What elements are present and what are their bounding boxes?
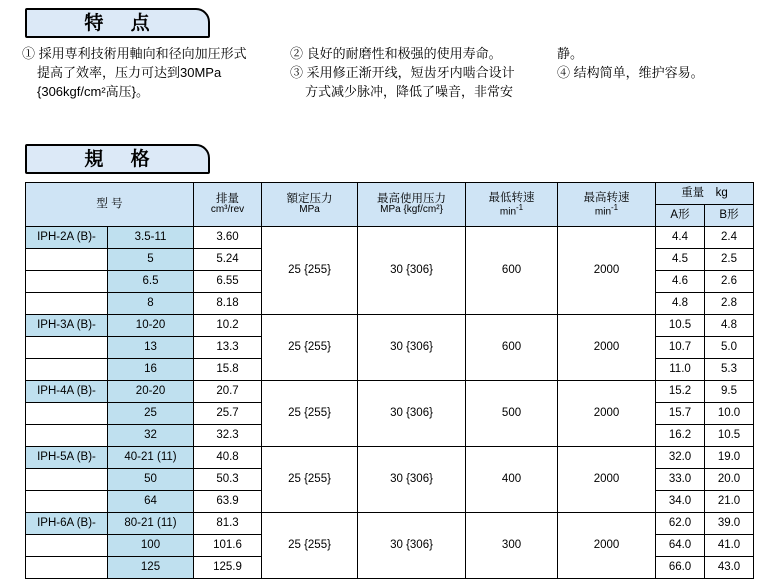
- header-max-speed: [558, 183, 656, 227]
- features-section-banner: [25, 8, 210, 38]
- cell-displacement: 40.8: [194, 447, 262, 469]
- features-banner-label: 特 点: [84, 12, 161, 34]
- cell-weight-a: 32.0: [656, 447, 705, 469]
- cell-min-speed: 600: [466, 315, 558, 381]
- cell-series-spacer: [26, 249, 108, 271]
- cell-max-pressure: 30 {306}: [358, 315, 466, 381]
- header-min-speed-unit: $\min^{-1}$: [499, 202, 524, 217]
- cell-model-code: 125: [108, 557, 194, 579]
- cell-displacement: 20.7: [194, 381, 262, 403]
- cell-series-spacer: [26, 425, 108, 447]
- cell-weight-b: 5.3: [705, 359, 754, 381]
- cell-rated-pressure: 25 {255}: [262, 227, 358, 315]
- cell-weight-a: 16.2: [656, 425, 705, 447]
- cell-weight-a: 15.7: [656, 403, 705, 425]
- cell-max-pressure: 30 {306}: [358, 381, 466, 447]
- cell-weight-b: 2.4: [705, 227, 754, 249]
- cell-displacement: 13.3: [194, 337, 262, 359]
- cell-displacement: 125.9: [194, 557, 262, 579]
- feature-line: ④ 结构简单，维护容易。: [557, 65, 704, 80]
- cell-displacement: 15.8: [194, 359, 262, 381]
- table-header-row-1: [26, 183, 754, 205]
- cell-weight-b: 21.0: [705, 491, 754, 513]
- cell-series-spacer: [26, 469, 108, 491]
- cell-weight-b: 10.0: [705, 403, 754, 425]
- cell-rated-pressure: 25 {255}: [262, 447, 358, 513]
- cell-model-code: 25: [108, 403, 194, 425]
- cell-weight-a: 10.5: [656, 315, 705, 337]
- cell-displacement: 6.55: [194, 271, 262, 293]
- cell-series-name: IPH-4A (B)-: [26, 381, 108, 403]
- cell-weight-a: 64.0: [656, 535, 705, 557]
- cell-displacement: 81.3: [194, 513, 262, 535]
- cell-weight-b: 20.0: [705, 469, 754, 491]
- table-row: [26, 513, 754, 535]
- cell-series-spacer: [26, 535, 108, 557]
- table-header: [26, 183, 754, 227]
- cell-max-speed: 2000: [558, 513, 656, 579]
- cell-series-spacer: [26, 271, 108, 293]
- header-max-speed-unit: $\min^{-1}$: [594, 202, 619, 217]
- cell-min-speed: 500: [466, 381, 558, 447]
- cell-series-spacer: [26, 293, 108, 315]
- specs-banner-label: 規 格: [84, 148, 161, 170]
- feature-line: 方式减少脉冲，降低了噪音，非常安: [305, 84, 514, 99]
- cell-max-pressure: 30 {306}: [358, 447, 466, 513]
- feature-line: 提高了效率，压力可达到30MPa: [37, 65, 222, 80]
- specification-table-wrapper: [25, 182, 753, 579]
- cell-model-code: 64: [108, 491, 194, 513]
- feature-line: ② 良好的耐磨性和极强的使用寿命。: [290, 46, 502, 61]
- specification-table: [25, 182, 754, 579]
- cell-weight-a: 15.2: [656, 381, 705, 403]
- cell-displacement: 32.3: [194, 425, 262, 447]
- header-max-speed-label: 最高转速: [583, 191, 630, 204]
- cell-model-code: 50: [108, 469, 194, 491]
- cell-weight-a: 4.5: [656, 249, 705, 271]
- cell-weight-b: 39.0: [705, 513, 754, 535]
- cell-series-spacer: [26, 403, 108, 425]
- header-displacement-unit: cm³/rev: [210, 204, 245, 216]
- cell-weight-b: 2.8: [705, 293, 754, 315]
- cell-max-pressure: 30 {306}: [358, 227, 466, 315]
- cell-series-name: IPH-2A (B)-: [26, 227, 108, 249]
- header-model: 型 号: [26, 183, 194, 227]
- specs-section-banner: [25, 144, 210, 174]
- cell-weight-b: 4.8: [705, 315, 754, 337]
- cell-displacement: 5.24: [194, 249, 262, 271]
- cell-rated-pressure: 25 {255}: [262, 315, 358, 381]
- cell-weight-b: 9.5: [705, 381, 754, 403]
- cell-weight-b: 10.5: [705, 425, 754, 447]
- table-body: [26, 227, 754, 579]
- cell-rated-pressure: 25 {255}: [262, 381, 358, 447]
- header-rated-pressure: [262, 183, 358, 227]
- feature-line: ③ 采用修正渐开线，短齿牙内啮合设计: [290, 65, 515, 80]
- cell-model-code: 6.5: [108, 271, 194, 293]
- cell-model-code: 8: [108, 293, 194, 315]
- header-min-speed-label: 最低转速: [488, 191, 535, 204]
- cell-model-code: 100: [108, 535, 194, 557]
- cell-max-speed: 2000: [558, 381, 656, 447]
- cell-max-speed: 2000: [558, 227, 656, 315]
- cell-series-spacer: [26, 491, 108, 513]
- table-row: [26, 315, 754, 337]
- cell-weight-a: 11.0: [656, 359, 705, 381]
- header-min-speed: [466, 183, 558, 227]
- cell-min-speed: 600: [466, 227, 558, 315]
- cell-weight-b: 41.0: [705, 535, 754, 557]
- cell-displacement: 101.6: [194, 535, 262, 557]
- header-max-speed-exponent: -1: [611, 202, 619, 212]
- cell-weight-a: 62.0: [656, 513, 705, 535]
- cell-displacement: 3.60: [194, 227, 262, 249]
- cell-weight-b: 5.0: [705, 337, 754, 359]
- cell-series-spacer: [26, 337, 108, 359]
- cell-weight-a: 10.7: [656, 337, 705, 359]
- header-rated-pressure-unit: MPa: [299, 204, 320, 216]
- cell-weight-a: 4.8: [656, 293, 705, 315]
- cell-weight-a: 34.0: [656, 491, 705, 513]
- table-row: [26, 381, 754, 403]
- cell-max-speed: 2000: [558, 315, 656, 381]
- feature-line: ① 採用専利技術用軸向和径向加圧形式: [22, 46, 247, 61]
- cell-model-code: 20-20: [108, 381, 194, 403]
- feature-line: {306kgf/cm²高压}。: [37, 84, 149, 99]
- cell-model-code: 32: [108, 425, 194, 447]
- cell-max-speed: 2000: [558, 447, 656, 513]
- cell-weight-b: 2.6: [705, 271, 754, 293]
- cell-weight-b: 19.0: [705, 447, 754, 469]
- header-min-speed-exponent: -1: [516, 202, 524, 212]
- header-weight-b: B形: [705, 205, 754, 227]
- features-column-3: [557, 44, 762, 82]
- cell-series-name: IPH-6A (B)-: [26, 513, 108, 535]
- features-column-1: [22, 44, 277, 101]
- cell-series-spacer: [26, 557, 108, 579]
- cell-model-code: 16: [108, 359, 194, 381]
- features-text-block: [22, 44, 762, 138]
- cell-model-code: 13: [108, 337, 194, 359]
- cell-series-name: IPH-3A (B)-: [26, 315, 108, 337]
- cell-displacement: 10.2: [194, 315, 262, 337]
- cell-model-code: 80-21 (11): [108, 513, 194, 535]
- header-displacement-label: 排量: [216, 193, 240, 206]
- cell-weight-b: 43.0: [705, 557, 754, 579]
- cell-rated-pressure: 25 {255}: [262, 513, 358, 579]
- table-row: [26, 447, 754, 469]
- cell-model-code: 5: [108, 249, 194, 271]
- cell-displacement: 25.7: [194, 403, 262, 425]
- cell-max-pressure: 30 {306}: [358, 513, 466, 579]
- feature-line: 静。: [557, 46, 584, 61]
- cell-series-spacer: [26, 359, 108, 381]
- cell-model-code: 10-20: [108, 315, 194, 337]
- cell-displacement: 50.3: [194, 469, 262, 491]
- cell-model-code: 3.5-11: [108, 227, 194, 249]
- cell-series-name: IPH-5A (B)-: [26, 447, 108, 469]
- header-weight-a: A形: [656, 205, 705, 227]
- cell-weight-a: 4.4: [656, 227, 705, 249]
- cell-min-speed: 300: [466, 513, 558, 579]
- header-max-pressure-unit: MPa {kgf/cm²}: [380, 204, 443, 216]
- header-weight: 重量 kg: [656, 183, 754, 205]
- table-row: [26, 227, 754, 249]
- header-max-pressure: [358, 183, 466, 227]
- cell-min-speed: 400: [466, 447, 558, 513]
- cell-weight-a: 33.0: [656, 469, 705, 491]
- cell-model-code: 40-21 (11): [108, 447, 194, 469]
- cell-weight-a: 4.6: [656, 271, 705, 293]
- cell-displacement: 63.9: [194, 491, 262, 513]
- header-max-pressure-label: 最高使用压力: [377, 193, 447, 206]
- cell-weight-b: 2.5: [705, 249, 754, 271]
- header-rated-pressure-label: 額定压力: [286, 193, 333, 206]
- features-column-2: [290, 44, 550, 101]
- header-displacement: [194, 183, 262, 227]
- cell-displacement: 8.18: [194, 293, 262, 315]
- cell-weight-a: 66.0: [656, 557, 705, 579]
